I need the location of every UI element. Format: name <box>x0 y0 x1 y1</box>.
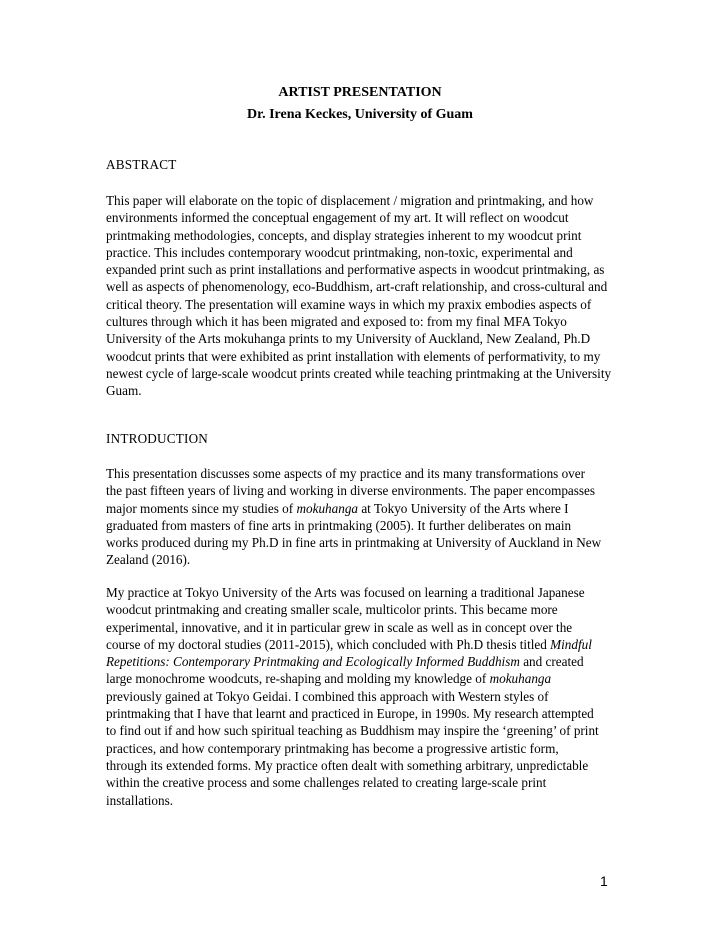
text-line: printmaking that I have that learnt and practiced in Europe, in 1990s. My research attempted <box>106 706 594 722</box>
abstract-paragraph <box>106 192 612 400</box>
text-line: works produced during my Ph.D in fine arts in printmaking at University of Auckland in New <box>106 535 602 551</box>
text-line <box>106 500 606 517</box>
text-line: newest cycle of large-scale woodcut prints created while teaching printmaking at the University <box>106 365 612 381</box>
text-segment: at Tokyo University of the Arts where I <box>358 500 569 516</box>
text-line: the past fifteen years of living and working in diverse environments. The paper encompasses <box>106 483 596 499</box>
introduction-paragraph-1 <box>106 465 606 569</box>
text-line: This paper will elaborate on the topic of displacement / migration and printmaking, and how <box>106 193 594 208</box>
text-line: expanded print such as print installations and performative aspects in woodcut printmaking, as <box>106 262 605 278</box>
text-line: experimental, innovative, and it in particular grew in scale as well as in concept over the <box>106 619 573 635</box>
text-line <box>106 653 606 670</box>
text-line: installations. <box>106 792 174 808</box>
text-segment: major moments since my studies of <box>106 500 297 516</box>
text-line: cultures through which it has been migrated and exposed to: from my final MFA Tokyo <box>106 314 567 330</box>
text-line <box>106 636 606 653</box>
text-line: environments informed the conceptual engagement of my art. It will reflect on woodcut <box>106 210 569 226</box>
text-line: practice. This includes contemporary woodcut printmaking, non-toxic, experimental and <box>106 244 573 260</box>
text-line: well as aspects of phenomenology, eco-Buddhism, art-craft relationship, and cross-cultural and <box>106 279 608 295</box>
text-line: previously gained at Tokyo Geidai. I combined this approach with Western styles of <box>106 688 549 704</box>
author-line: Dr. Irena Keckes, University of Guam <box>247 107 473 122</box>
text-line: This presentation discusses some aspects of my practice and its many transformations over <box>106 466 586 481</box>
text-segment: and created <box>519 654 584 670</box>
abstract-heading: ABSTRACT <box>106 157 177 172</box>
text-line: My practice at Tokyo University of the Arts was focused on learning a traditional Japanese <box>106 585 585 600</box>
text-line: within the creative process and some challenges related to creating large-scale print <box>106 775 547 791</box>
text-line: through its extended forms. My practice often dealt with something arbitrary, unpredictable <box>106 757 589 773</box>
text-line: Zealand (2016). <box>106 552 191 568</box>
text-line: Guam. <box>106 383 142 399</box>
text-line: practices, and how contemporary printmaking has become a progressive artistic form, <box>106 740 559 756</box>
presentation-title: ARTIST PRESENTATION <box>278 85 442 100</box>
italic-term: Mindful <box>550 636 592 652</box>
text-line <box>106 670 606 687</box>
title-block <box>0 82 720 126</box>
text-line: University of the Arts mokuhanga prints to my University of Auckland, New Zealand, Ph.D <box>106 331 591 347</box>
italic-term: mokuhanga <box>489 671 552 687</box>
text-segment: course of my doctoral studies (2011-2015), which concluded with Ph.D thesis titled <box>106 636 551 652</box>
text-line: printmaking methodologies, concepts, and display strategies inherent to my woodcut print <box>106 227 582 243</box>
italic-thesis-title: Repetitions: Contemporary Printmaking and Ecologically Informed Buddhism <box>106 654 520 670</box>
text-line: critical theory. The presentation will examine ways in which my praxix embodies aspects of <box>106 296 592 312</box>
text-segment: large monochrome woodcuts, re-shaping and molding my knowledge of <box>106 671 490 687</box>
text-line: graduated from masters of fine arts in printmaking (2005). It further deliberates on main <box>106 517 572 533</box>
text-line: to find out if and how such spiritual teaching as Buddhism may inspire the ‘greening’ of print <box>106 723 599 739</box>
text-line: woodcut printmaking and creating smaller scale, multicolor prints. This became more <box>106 602 558 618</box>
introduction-paragraph-2 <box>106 584 606 809</box>
italic-term: mokuhanga <box>296 500 359 516</box>
introduction-heading: INTRODUCTION <box>106 431 209 446</box>
text-line: woodcut prints that were exhibited as print installation with elements of performativity, to my <box>106 348 601 364</box>
page-number: 1 <box>600 873 608 889</box>
